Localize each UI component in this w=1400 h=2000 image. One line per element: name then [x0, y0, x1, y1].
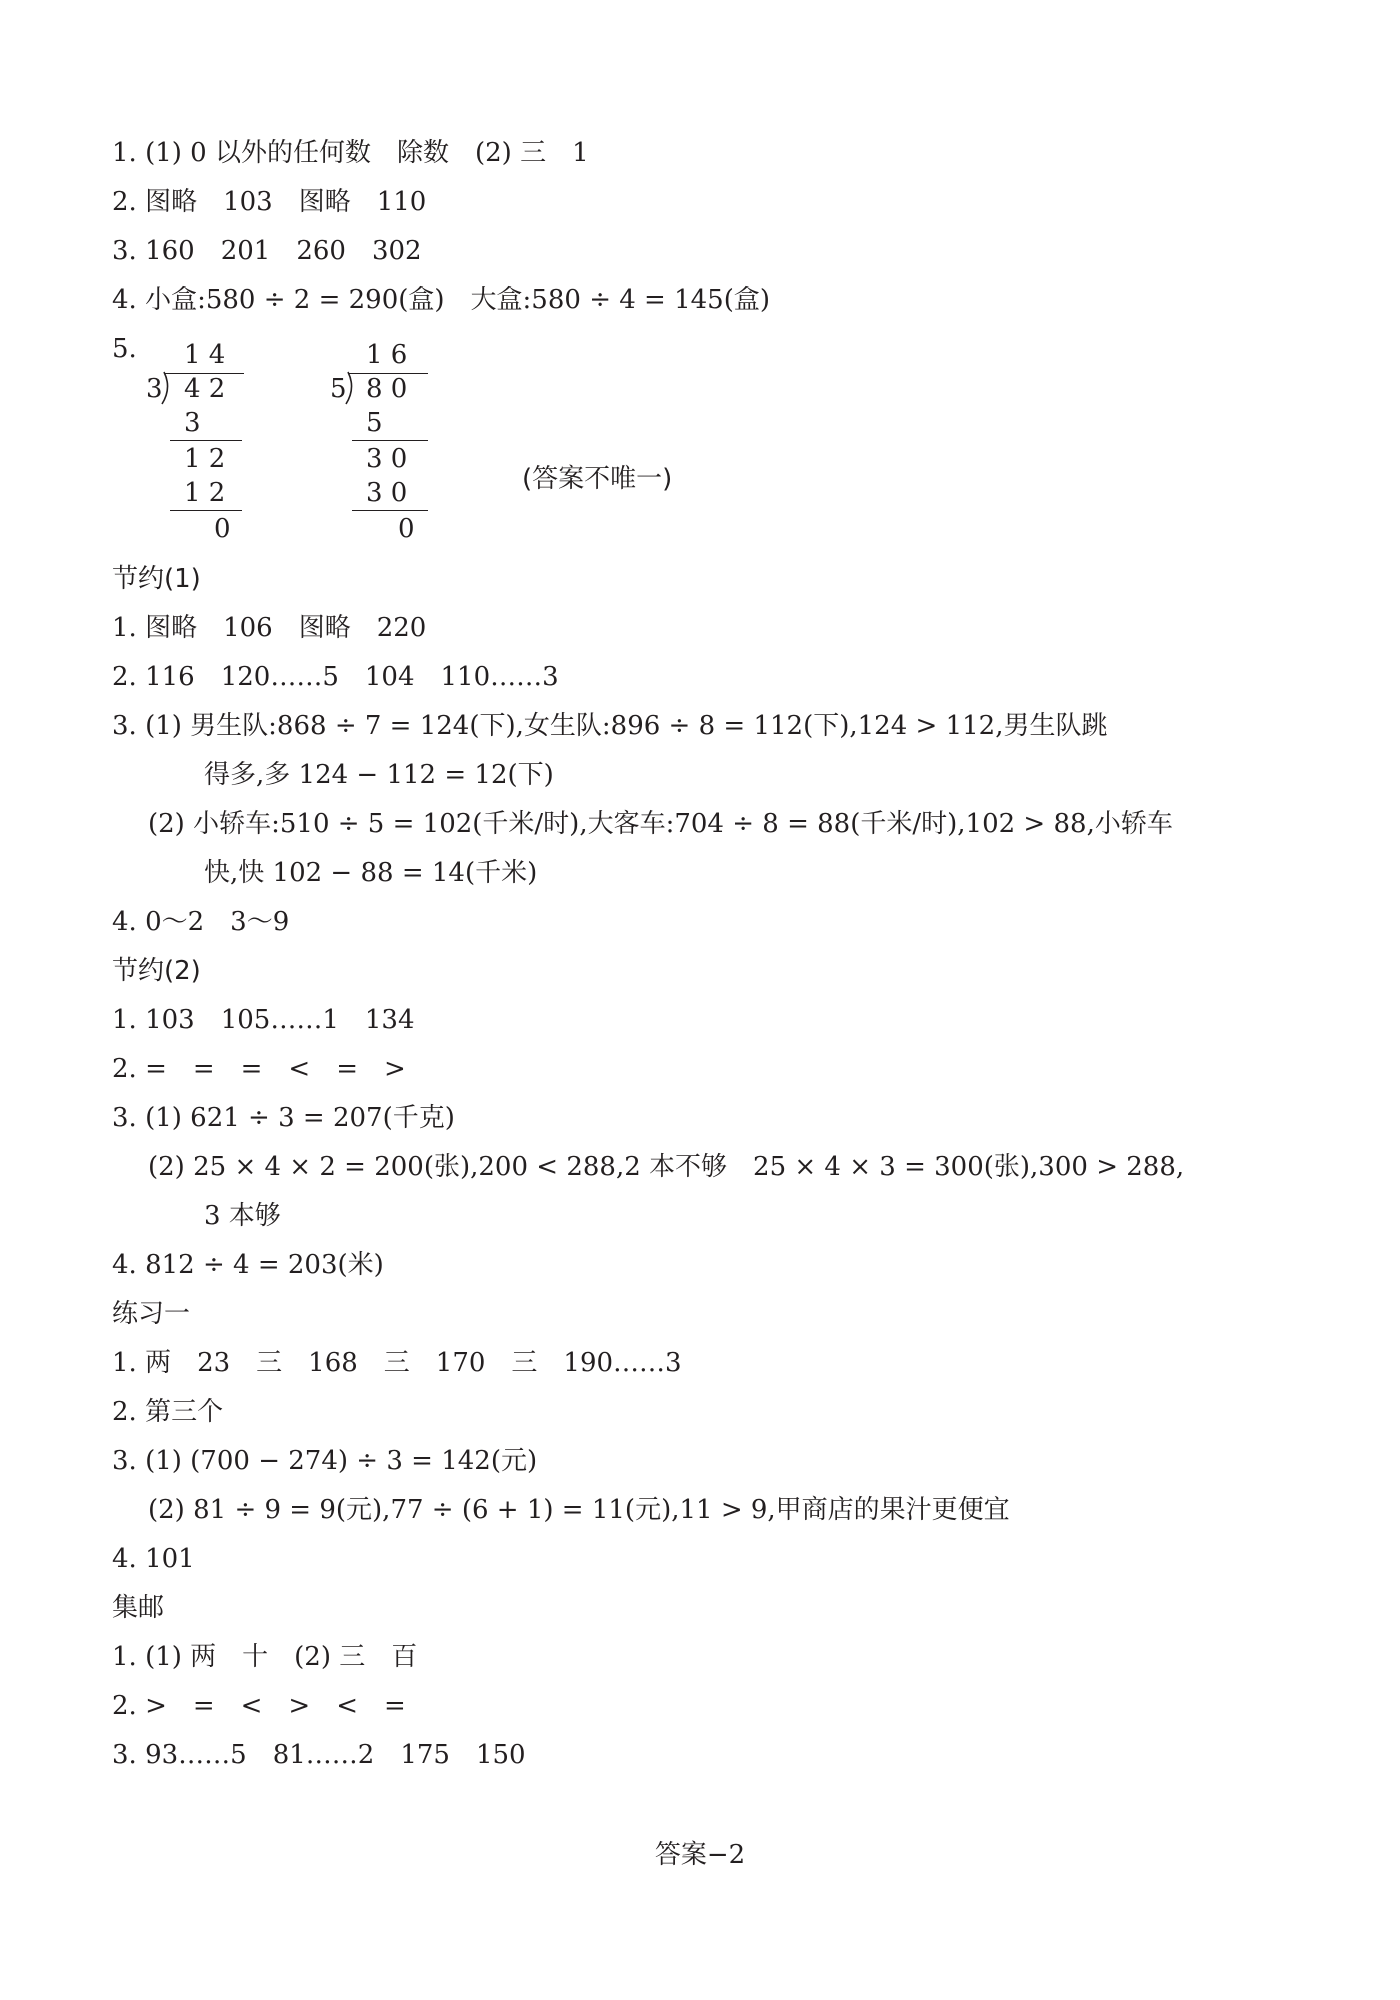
- s3-line-3c: 3 本够: [204, 1201, 281, 1231]
- div1-rule-1: [170, 440, 242, 441]
- s1-line-3: 3. 160 201 260 302: [112, 236, 422, 266]
- section-title-jieyue-2: 节约(2): [112, 956, 201, 986]
- s4-line-1: 1. 两 23 三 168 三 170 三 190……3: [112, 1348, 682, 1378]
- div2-rule-1: [352, 440, 428, 441]
- s4-line-3a: 3. (1) (700 − 274) ÷ 3 = 142(元): [112, 1446, 538, 1476]
- div1-subtract-2: 1 2: [184, 478, 226, 508]
- section-title-jiyou: 集邮: [112, 1593, 165, 1623]
- s1-line-1: 1. (1) 0 以外的任何数 除数 (2) 三 1: [112, 138, 589, 168]
- answer-not-unique-note: (答案不唯一): [522, 464, 673, 494]
- s5-line-3: 3. 93……5 81……2 175 150: [112, 1740, 526, 1770]
- s3-line-3b: (2) 25 × 4 × 2 = 200(张),200 < 288,2 本不够 25 × 4 × 3 = 300(张),300 > 288,: [148, 1152, 1185, 1182]
- div2-dividend: 8 0: [366, 374, 408, 404]
- s3-line-4: 4. 812 ÷ 4 = 203(米): [112, 1250, 384, 1280]
- q5-label: 5.: [112, 334, 137, 364]
- s1-line-2: 2. 图略 103 图略 110: [112, 187, 427, 217]
- div2-subtract-1: 5: [366, 408, 383, 438]
- div1-remainder-final: 0: [214, 514, 231, 544]
- div1-divisor: 3: [146, 374, 163, 404]
- div2-subtract-2: 3 0: [366, 478, 408, 508]
- s2-line-2: 2. 116 120……5 104 110……3: [112, 662, 559, 692]
- s2-line-3c: (2) 小轿车:510 ÷ 5 = 102(千米/时),大客车:704 ÷ 8 = 88(千米/时),102 > 88,小轿车: [148, 809, 1173, 839]
- long-division-area: [112, 330, 812, 560]
- page-footer: 答案−2: [654, 1840, 746, 1870]
- s5-line-1: 1. (1) 两 十 (2) 三 百: [112, 1642, 418, 1672]
- s3-line-3a: 3. (1) 621 ÷ 3 = 207(千克): [112, 1103, 455, 1133]
- div1-rule-2: [170, 510, 242, 511]
- s1-line-4: 4. 小盒:580 ÷ 2 = 290(盒) 大盒:580 ÷ 4 = 145(盒): [112, 285, 771, 315]
- div2-remainder-1: 3 0: [366, 444, 408, 474]
- div1-remainder-1: 1 2: [184, 444, 226, 474]
- div1-subtract-1: 3: [184, 408, 201, 438]
- div2-quotient: 1 6: [366, 340, 408, 370]
- div2-remainder-final: 0: [398, 514, 415, 544]
- s4-line-2: 2. 第三个: [112, 1397, 224, 1427]
- s3-line-2: 2. = = = < = >: [112, 1054, 406, 1084]
- div1-dividend: 4 2: [184, 374, 226, 404]
- s2-line-3d: 快,快 102 − 88 = 14(千米): [204, 858, 538, 888]
- s2-line-1: 1. 图略 106 图略 220: [112, 613, 427, 643]
- s2-line-4: 4. 0～2 3～9: [112, 907, 290, 937]
- s5-line-2: 2. > = < > < =: [112, 1691, 406, 1721]
- div1-quotient: 1 4: [184, 340, 226, 370]
- section-title-jieyue-1: 节约(1): [112, 564, 201, 594]
- div2-rule-2: [352, 510, 428, 511]
- div2-divisor: 5: [330, 374, 347, 404]
- s4-line-4: 4. 101: [112, 1544, 195, 1574]
- s3-line-1: 1. 103 105……1 134: [112, 1005, 415, 1035]
- s2-line-3b: 得多,多 124 − 112 = 12(下): [204, 760, 554, 790]
- section-title-lianxi-1: 练习一: [112, 1299, 191, 1329]
- s2-line-3a: 3. (1) 男生队:868 ÷ 7 = 124(下),女生队:896 ÷ 8 = 112(下),124 > 112,男生队跳: [112, 711, 1108, 741]
- s4-line-3b: (2) 81 ÷ 9 = 9(元),77 ÷ (6 + 1) = 11(元),11 > 9,甲商店的果汁更便宜: [148, 1495, 1010, 1525]
